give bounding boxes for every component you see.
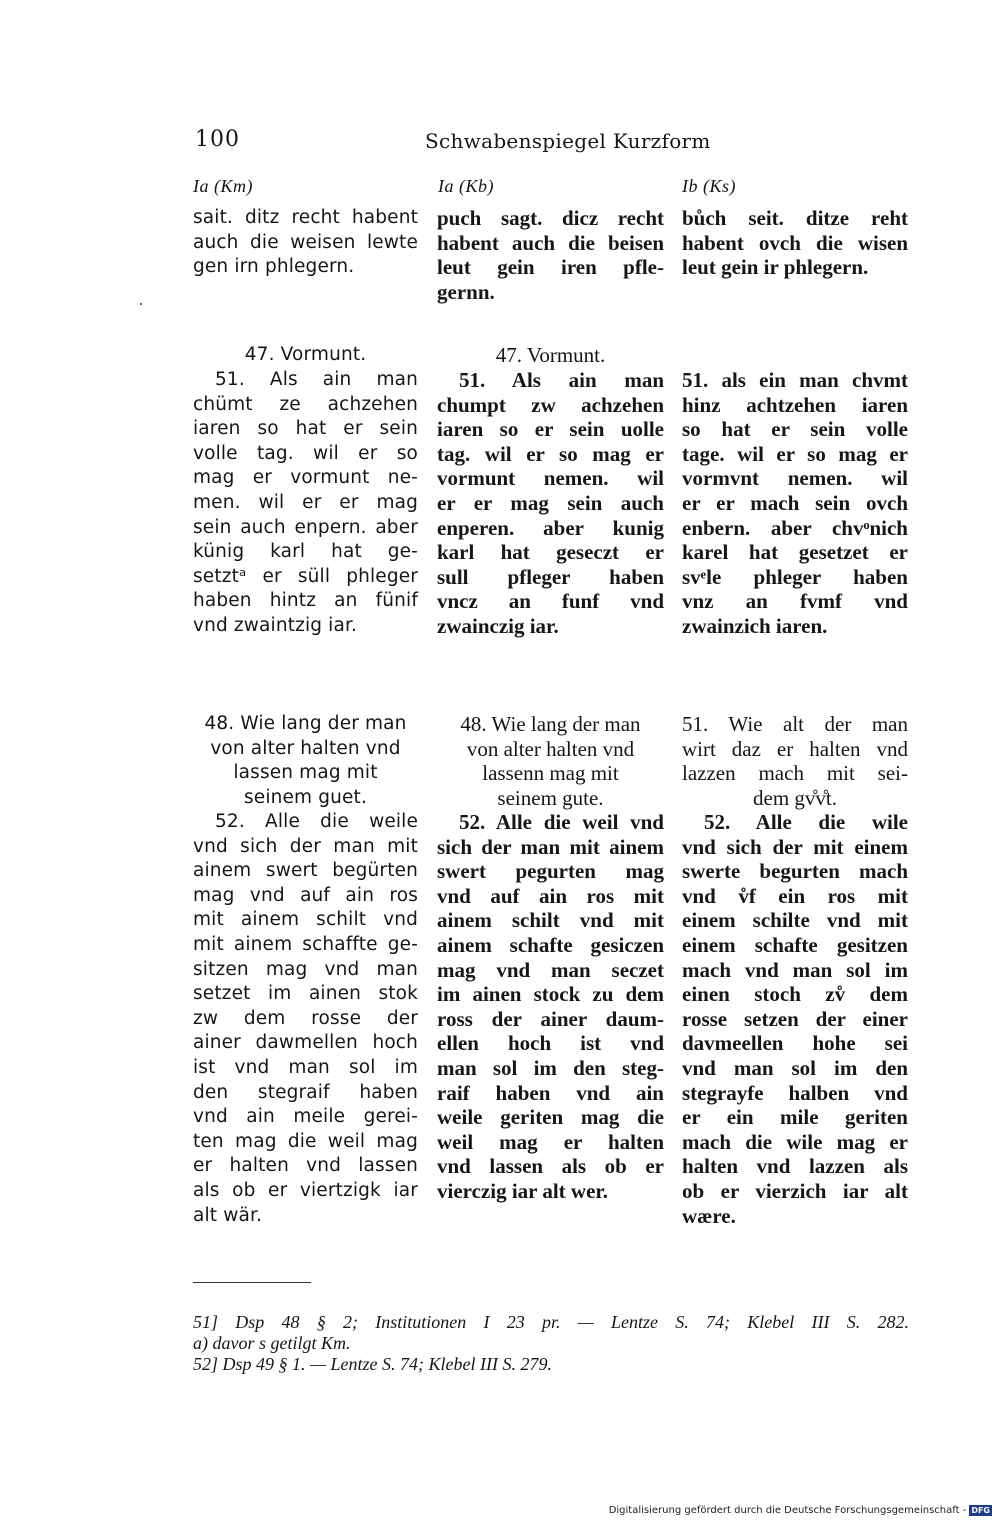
text-line: mag er vormunt ne- bbox=[193, 467, 418, 489]
text-line: habent auch die beisen bbox=[437, 230, 664, 255]
text-line: ainem schafte gesiczen bbox=[437, 932, 664, 957]
siglum-ks: Ib (Ks) bbox=[682, 176, 736, 196]
text-line: 52. Alle die weil vnd bbox=[459, 810, 664, 834]
text-line: er er mag sein auch bbox=[437, 490, 664, 515]
text-line: tag. wil er so mag er bbox=[437, 441, 664, 466]
footnote-52: 52] Dsp 49 § 1. — Lentze S. 74; Klebel III S. 279. bbox=[193, 1354, 552, 1374]
text-line: vnd zwaintzig iar. bbox=[193, 614, 358, 636]
kb-section-52-body bbox=[437, 810, 664, 1204]
digitization-credit bbox=[609, 1505, 992, 1516]
text-line: karel hat gesetzet er bbox=[682, 540, 908, 565]
text-line: wære. bbox=[682, 1203, 736, 1228]
text-line: enperen. aber kunig bbox=[437, 515, 664, 540]
text-line: einem schilte vnd mit bbox=[682, 908, 908, 933]
text-line: vnd ain meile gerei- bbox=[193, 1106, 418, 1128]
text-line: vnd auf ain ros mit bbox=[437, 883, 664, 908]
text-line: 51. Als ain man bbox=[215, 369, 418, 390]
kb-intro bbox=[437, 206, 664, 304]
text-line: als ob er viertzigk iar bbox=[193, 1179, 418, 1201]
section-title-line: 48. Wie lang der man bbox=[204, 713, 407, 734]
text-line: einen stoch zv̊ dem bbox=[682, 982, 908, 1007]
text-line: einem schafte gesitzen bbox=[682, 932, 908, 957]
siglum-kb: Ia (Kb) bbox=[438, 176, 494, 196]
text-line: gernn. bbox=[437, 279, 495, 304]
text-line: iaren so hat er sein bbox=[193, 418, 418, 440]
ks-section-51-title bbox=[682, 712, 908, 810]
section-title: 47. Vormunt. bbox=[495, 343, 606, 367]
text-line: ten mag die weil mag bbox=[193, 1130, 418, 1152]
footnote-a: a) davor s getilgt Km. bbox=[193, 1333, 351, 1353]
text-line: künig karl hat ge- bbox=[193, 541, 418, 563]
text-line: mag vnd auf ain ros bbox=[193, 884, 418, 906]
page-number: 100 bbox=[195, 127, 240, 152]
text-line: 52. Alle die wile bbox=[704, 810, 908, 834]
text-line: haben hintz an fünif bbox=[193, 590, 418, 612]
text-line: so hat er sein volle bbox=[682, 417, 908, 442]
text-line: tage. wil er so mag er bbox=[682, 441, 908, 466]
text-line: vnd sich der mit einem bbox=[682, 834, 908, 859]
text-line: gen irn phlegern. bbox=[193, 256, 355, 278]
section-title-line: lassenn mag mit bbox=[482, 761, 619, 786]
text-line: 52. Alle die weile bbox=[215, 811, 418, 832]
text-line: sich der man mit ainem bbox=[437, 834, 664, 859]
footnote-51: 51] Dsp 48 § 2; Institutionen I 23 pr. — Lentze S. 74; Klebel III S. 282. bbox=[193, 1312, 909, 1332]
text-line: vnd lassen als ob er bbox=[437, 1154, 664, 1179]
km-section-47-title bbox=[193, 343, 418, 368]
credit-text: Digitalisierung gefördert durch die Deutsche Forschungsgemeinschaft - bbox=[608, 1505, 967, 1516]
text-line: mach die wile mag er bbox=[682, 1129, 908, 1154]
section-title-line: lassen mag mit bbox=[233, 762, 378, 784]
text-line: zw dem rosse der bbox=[193, 1007, 418, 1029]
scan-speck bbox=[140, 303, 142, 305]
ks-intro bbox=[682, 206, 908, 280]
kb-section-47-title bbox=[437, 343, 664, 368]
text-line: mit ainem schilt vnd bbox=[193, 909, 418, 931]
text-line: weile geriten mag die bbox=[437, 1105, 664, 1130]
text-line: leut gein iren pfle- bbox=[437, 255, 664, 280]
kb-section-47-body bbox=[437, 368, 664, 639]
text-line: ross der ainer daum- bbox=[437, 1006, 664, 1031]
text-line: swerte begurten mach bbox=[682, 859, 908, 884]
text-line: mit ainem schaffte ge- bbox=[193, 933, 418, 955]
text-line: er er mach sein ovch bbox=[682, 490, 908, 515]
running-title: Schwabenspiegel Kurzform bbox=[425, 129, 711, 153]
text-line: mach vnd man sol im bbox=[682, 957, 908, 982]
text-line: habent ovch die wisen bbox=[682, 230, 908, 255]
text-line: iaren so er sein uolle bbox=[437, 417, 664, 442]
text-line: ainer dawmellen hoch bbox=[193, 1032, 418, 1054]
text-line: 51. Als ain man bbox=[459, 368, 664, 392]
section-title-line: 48. Wie lang der man bbox=[460, 712, 641, 736]
section-title-line: seinem guet. bbox=[244, 786, 367, 808]
text-line: ob er vierzich iar alt bbox=[682, 1178, 908, 1203]
text-line: men. wil er er mag bbox=[193, 491, 418, 513]
text-line: setztᵃ er süll phleger bbox=[193, 565, 418, 587]
text-line: volle tag. wil er so bbox=[193, 442, 418, 464]
text-line: swert pegurten mag bbox=[437, 859, 664, 884]
section-title-line: lazzen mach mit sei- bbox=[682, 761, 908, 786]
text-line: vncz an funf vnd bbox=[437, 589, 664, 614]
text-line: vormvnt nemen. wil bbox=[682, 466, 908, 491]
text-line: zwainczig iar. bbox=[437, 613, 559, 638]
text-line: vnd v̊f ein ros mit bbox=[682, 883, 908, 908]
km-section-52-body bbox=[193, 810, 418, 1228]
text-line: leut gein ir phlegern. bbox=[682, 255, 869, 280]
text-line: stegrayfe halben vnd bbox=[682, 1080, 908, 1105]
text-line: 51. als ein man chvmt bbox=[682, 368, 908, 392]
text-line: vnd man sol im den bbox=[682, 1055, 908, 1080]
text-line: setzet im ainen stok bbox=[193, 983, 418, 1005]
text-line: ainem swert begürten bbox=[193, 860, 418, 882]
footnote-rule bbox=[193, 1282, 311, 1283]
km-intro bbox=[193, 206, 418, 280]
text-line: sait. ditz recht habent bbox=[193, 207, 418, 228]
text-line: ist vnd man sol im bbox=[193, 1056, 418, 1078]
text-line: vnd sich der man mit bbox=[193, 835, 418, 857]
section-title-line: wirt daz er halten vnd bbox=[682, 736, 908, 761]
section-title-line: 51. Wie alt der man bbox=[682, 712, 908, 736]
kb-section-48-title bbox=[437, 712, 664, 810]
section-title-line: dem gv̊v̊t. bbox=[753, 785, 837, 810]
siglum-km: Ia (Km) bbox=[193, 176, 253, 196]
text-line: karl hat geseczt er bbox=[437, 540, 664, 565]
text-line: rosse setzen der einer bbox=[682, 1006, 908, 1031]
section-title-line: seinem gute. bbox=[497, 785, 604, 810]
section-title-line: von alter halten vnd bbox=[466, 736, 635, 761]
text-line: ainem schilt vnd mit bbox=[437, 908, 664, 933]
km-section-47-body bbox=[193, 368, 418, 639]
text-line: bůch seit. ditze reht bbox=[682, 206, 908, 230]
text-line: mag vnd man seczet bbox=[437, 957, 664, 982]
text-line: den stegraif haben bbox=[193, 1081, 418, 1103]
text-line: puch sagt. dicz recht bbox=[437, 206, 664, 230]
text-line: man sol im den steg- bbox=[437, 1055, 664, 1080]
text-line: raif haben vnd ain bbox=[437, 1080, 664, 1105]
text-line: ellen hoch ist vnd bbox=[437, 1031, 664, 1056]
text-line: svͤle phleger haben bbox=[682, 564, 908, 589]
text-line: vnz an fvmf vnd bbox=[682, 589, 908, 614]
text-line: vierczig iar alt wer. bbox=[437, 1178, 609, 1203]
text-line: sull pfleger haben bbox=[437, 564, 664, 589]
section-title: 47. Vormunt. bbox=[244, 344, 367, 365]
ks-section-52-body bbox=[682, 810, 908, 1228]
text-line: auch die weisen lewte bbox=[193, 231, 418, 253]
text-line: halten vnd lazzen als bbox=[682, 1154, 908, 1179]
text-line: im ainen stock zu dem bbox=[437, 982, 664, 1007]
text-line: enbern. aber chvͦnich bbox=[682, 515, 908, 540]
text-line: vormunt nemen. wil bbox=[437, 466, 664, 491]
text-line: er ein mile geriten bbox=[682, 1105, 908, 1130]
km-section-48-title bbox=[193, 712, 418, 810]
text-line: er halten vnd lassen bbox=[193, 1155, 418, 1177]
text-line: sitzen mag vnd man bbox=[193, 958, 418, 980]
text-line: chümt ze achzehen bbox=[193, 393, 418, 415]
text-line: chumpt zw achzehen bbox=[437, 392, 664, 417]
ks-section-51-body bbox=[682, 368, 908, 639]
dfg-logo: DFG bbox=[971, 1506, 990, 1515]
text-line: alt wär. bbox=[193, 1204, 263, 1226]
text-line: zwainzich iaren. bbox=[682, 613, 828, 638]
section-title-line: von alter halten vnd bbox=[210, 737, 401, 759]
text-line: weil mag er halten bbox=[437, 1129, 664, 1154]
text-line: davmeellen hohe sei bbox=[682, 1031, 908, 1056]
text-line: hinz achtzehen iaren bbox=[682, 392, 908, 417]
text-line: sein auch enpern. aber bbox=[193, 516, 418, 538]
